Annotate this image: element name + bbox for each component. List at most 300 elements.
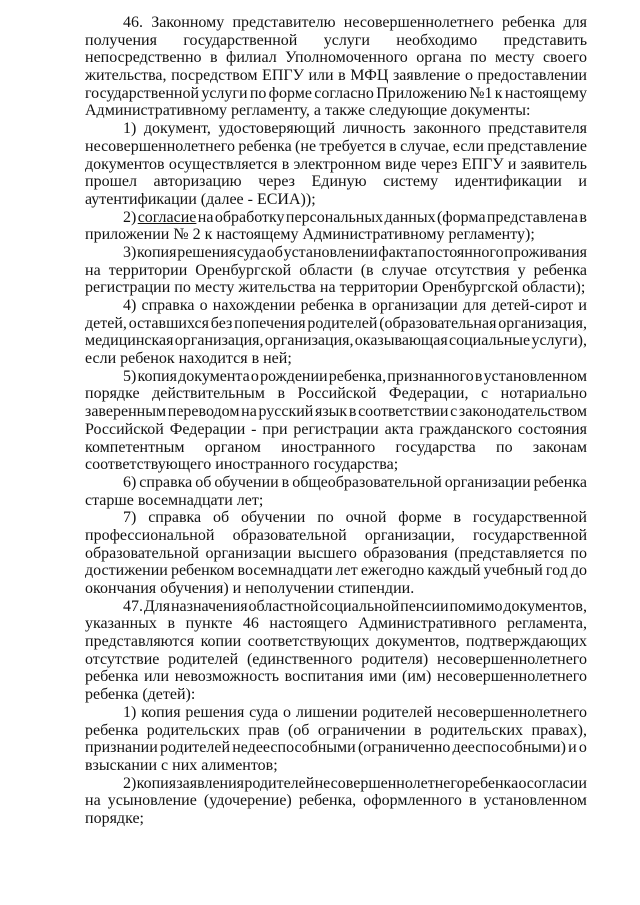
word: медицинская <box>85 332 174 350</box>
word: подтверждающих <box>466 633 587 651</box>
word: решения <box>177 243 237 261</box>
text-line <box>85 651 587 669</box>
word: на <box>85 792 101 810</box>
word: оказывающая <box>354 332 448 350</box>
word: государственной <box>472 509 587 527</box>
text-line <box>85 598 587 616</box>
word: по <box>570 544 587 562</box>
word: об <box>266 243 283 261</box>
word: оформленного <box>363 792 462 810</box>
word: ребенка <box>533 261 587 279</box>
word: посредством <box>171 67 258 85</box>
word: в <box>359 297 367 314</box>
word: невозможность <box>174 668 280 686</box>
word: форме <box>268 84 313 102</box>
word: попечения <box>234 314 306 332</box>
word: в <box>453 509 462 527</box>
word: Российской <box>85 420 164 438</box>
word: персональных <box>285 208 384 226</box>
word: и <box>578 297 587 314</box>
word: достижении <box>85 562 168 580</box>
word: через <box>420 155 458 173</box>
word: несовершеннолетнего <box>437 703 587 721</box>
word: несовершеннолетнего <box>343 14 494 31</box>
text-line <box>85 49 587 67</box>
text-line <box>85 138 587 156</box>
word: с <box>450 403 458 421</box>
text-line: ребенка (детей): <box>85 686 196 704</box>
word: представить <box>503 31 587 49</box>
word: пенсии <box>400 597 449 615</box>
word: через <box>258 173 295 191</box>
word: требуется <box>319 137 386 155</box>
word: заявитель <box>520 155 587 173</box>
word: родителей <box>307 314 378 332</box>
word: отсутствия <box>434 261 510 279</box>
text-line <box>85 792 587 810</box>
word: ребенка, <box>328 367 387 385</box>
word: о <box>578 739 587 757</box>
word: согласно <box>314 84 374 102</box>
word: профессиональной <box>85 526 215 544</box>
word: копия <box>137 367 177 385</box>
word: законодательством <box>458 403 587 421</box>
word: ребенка <box>464 774 519 792</box>
word: организация, <box>264 332 354 350</box>
word: ими <box>369 668 397 686</box>
word: об <box>195 473 212 491</box>
word: территории <box>108 261 188 279</box>
text-line: приложении № 2 к настоящему Административному регламенту); <box>85 226 535 244</box>
word: организации <box>371 297 458 314</box>
word: в <box>277 385 285 403</box>
word: 1) <box>123 703 137 721</box>
word: родительских <box>429 721 524 739</box>
word: в <box>338 67 346 85</box>
word: документов, <box>375 633 460 651</box>
word: ребенка, <box>298 792 357 810</box>
text-line <box>85 668 587 686</box>
text-line <box>85 527 587 545</box>
word: язык <box>315 403 348 421</box>
text-line <box>85 14 587 32</box>
text-line <box>85 120 587 138</box>
word: компетентным <box>85 438 185 456</box>
word: услуги <box>201 84 248 102</box>
word: согласии <box>526 774 587 792</box>
word: недееспособными <box>232 739 356 757</box>
word: (удочерение) <box>203 792 292 810</box>
word: в <box>389 137 397 155</box>
word: справка <box>148 509 202 527</box>
word: в <box>167 615 176 633</box>
word: органом <box>204 438 261 456</box>
word: каждый <box>427 562 481 580</box>
word: родителей <box>362 703 433 721</box>
word: согласие <box>137 208 197 226</box>
text-line <box>85 173 587 191</box>
word: по <box>317 509 334 527</box>
word: организации <box>444 473 531 491</box>
word: дееспособными) <box>452 739 566 757</box>
word: прав <box>248 721 280 739</box>
word: детей-сирот <box>491 297 574 314</box>
text-line: окончания обучения) и неполучении стипендии. <box>85 580 415 597</box>
text-line <box>85 509 587 527</box>
word: правах), <box>531 721 587 739</box>
word: услуги <box>323 31 370 49</box>
word: 7) <box>123 509 137 527</box>
word: Оренбургской <box>195 261 292 279</box>
word: (не <box>295 137 317 155</box>
word: государства <box>395 438 476 456</box>
word: состояния <box>518 420 587 438</box>
text-line <box>85 615 587 633</box>
word: (в <box>360 261 374 279</box>
word: документов <box>85 155 165 173</box>
word: настоящего <box>269 615 348 633</box>
word: копия <box>137 243 177 261</box>
word: по <box>249 84 267 102</box>
word: идентификации <box>454 173 562 191</box>
text-line <box>85 262 587 280</box>
word: усыновление <box>107 792 197 810</box>
word: в <box>281 155 290 173</box>
word: областной <box>248 597 319 615</box>
word: представителя <box>488 120 587 138</box>
word: личность <box>342 120 406 138</box>
text-line <box>85 209 587 227</box>
word: без <box>210 314 233 332</box>
word: в <box>468 792 477 810</box>
word: ребенка <box>501 14 556 31</box>
word: в <box>413 721 422 739</box>
word: удостоверяющий <box>218 120 336 138</box>
text-line <box>85 32 587 50</box>
word: если <box>452 137 484 155</box>
word: 2) <box>123 208 137 226</box>
word: общеобразовательной <box>292 473 442 491</box>
word: регламента, <box>506 615 587 633</box>
word: признании <box>85 739 158 757</box>
word: виде <box>385 155 417 173</box>
word: непосредственно <box>85 49 202 67</box>
word: Законному <box>151 14 225 31</box>
word: ребенка <box>300 297 354 314</box>
word: государственной <box>183 31 298 49</box>
word: систему <box>383 173 439 191</box>
word: 1) <box>123 120 137 138</box>
word: признанного <box>387 367 474 385</box>
word: установлении <box>283 243 378 261</box>
word: родителей <box>244 774 315 792</box>
word: лишении <box>295 703 358 721</box>
word: родителя) <box>361 650 429 668</box>
word: случае, <box>400 137 450 155</box>
word: необходимо <box>396 31 478 49</box>
word: (единственного <box>246 650 353 668</box>
word: регистрации <box>293 420 379 438</box>
word: и <box>578 173 587 191</box>
word: обучении <box>214 473 279 491</box>
word: Российской <box>297 385 377 403</box>
word: суда <box>236 243 267 261</box>
word: осуществляется <box>168 155 278 173</box>
word: акта <box>384 420 414 438</box>
text-line <box>85 439 587 457</box>
word: для <box>563 14 587 31</box>
word: нахождении <box>212 297 296 314</box>
word: копии <box>200 633 242 651</box>
text-line <box>85 562 587 580</box>
text-line: Административному регламенту, а также следующие документы: <box>85 102 531 120</box>
word: области <box>299 261 353 279</box>
word: на <box>197 208 214 226</box>
word: предоставлении <box>477 67 587 85</box>
word: государственной <box>472 526 587 544</box>
word: назначения <box>170 597 248 615</box>
text-line <box>85 368 587 386</box>
word: родительских <box>146 721 240 739</box>
word: лет <box>335 562 358 580</box>
word: высшего <box>297 544 357 562</box>
word: Приложению <box>376 84 467 102</box>
word: соответствующих <box>247 633 370 651</box>
word: Уполномоченного <box>285 49 408 67</box>
text-line: взыскании с них алиментов; <box>85 756 278 774</box>
word: отсутствие <box>85 650 160 668</box>
word: гражданского <box>419 420 513 438</box>
word: постоянного <box>418 243 504 261</box>
word: переводом <box>167 403 240 421</box>
word: год <box>545 562 568 580</box>
word: и <box>507 155 517 173</box>
word: - <box>251 420 257 438</box>
word: в <box>209 49 218 67</box>
word: ребенка <box>533 473 587 491</box>
word: обработку <box>214 208 285 226</box>
word: несовершеннолетнего <box>437 650 587 668</box>
text-line <box>85 704 587 722</box>
text-line <box>85 67 587 85</box>
word: родителей <box>168 650 239 668</box>
word: документа <box>178 367 250 385</box>
word: представителю <box>232 14 336 31</box>
word: о <box>518 774 527 792</box>
text-line <box>85 775 587 793</box>
word: 47. <box>123 597 143 615</box>
text-line <box>85 156 587 174</box>
text-line <box>85 421 587 439</box>
word: (образовательная <box>379 314 497 332</box>
word: Федерации <box>169 420 246 438</box>
word: органа <box>416 49 462 67</box>
word: при <box>262 420 288 438</box>
word: несовершеннолетнего <box>85 137 235 155</box>
word: 3) <box>123 243 137 261</box>
word: до <box>570 562 587 580</box>
word: (об <box>287 721 310 739</box>
word: 6) <box>123 473 137 491</box>
word: в <box>348 403 357 421</box>
word: нотариально <box>500 385 587 403</box>
text-line <box>85 545 587 563</box>
text-line: соответствующего иностранного государства; <box>85 456 399 474</box>
word: ребенка <box>238 137 292 155</box>
text-line <box>85 385 587 403</box>
word: установленном <box>483 792 587 810</box>
word: у <box>517 261 526 279</box>
word: ребенком <box>170 562 235 580</box>
word: несовершеннолетнего <box>436 668 587 686</box>
word: форме <box>398 509 442 527</box>
text-line: старше восемнадцати лет; <box>85 491 264 509</box>
text-line <box>85 722 587 740</box>
text-line <box>85 739 587 757</box>
word: 46. <box>123 14 143 31</box>
word: и <box>568 739 577 757</box>
word: заявления <box>176 774 245 792</box>
text-line: аутентификации (далее - ЕСИА)); <box>85 190 316 208</box>
text-line: если ребенок находится в ней; <box>85 350 292 368</box>
word: ребенка <box>85 668 139 686</box>
word: (форма <box>436 208 486 226</box>
word: ограничении <box>317 721 406 739</box>
word: или <box>143 668 170 686</box>
word: помимо <box>449 597 503 615</box>
word: копия <box>136 774 177 792</box>
word: на <box>85 261 101 279</box>
text-line <box>85 244 587 262</box>
word: получения <box>85 31 157 49</box>
word: государственной <box>85 84 200 102</box>
word: оставшихся <box>128 314 209 332</box>
word: ребенка <box>85 721 139 739</box>
word: образовательной <box>85 544 199 562</box>
word: авторизацию <box>153 173 242 191</box>
word: социальной <box>319 597 400 615</box>
word: по <box>496 438 513 456</box>
word: в <box>281 473 290 491</box>
word: Административного <box>358 615 497 633</box>
word: решения <box>185 703 245 721</box>
word: заверенным <box>85 403 167 421</box>
word: представлена <box>486 208 578 226</box>
word: родителей <box>160 739 230 757</box>
word: организации <box>205 544 292 562</box>
word: организация, <box>498 314 587 332</box>
word: пункте <box>185 615 233 633</box>
word: суда <box>249 703 279 721</box>
word: очной <box>345 509 387 527</box>
word: на <box>241 403 257 421</box>
word: русский <box>258 403 314 421</box>
word: (представляется <box>454 544 564 562</box>
word: законам <box>532 438 587 456</box>
word: о <box>283 703 292 721</box>
word: 5) <box>123 367 137 385</box>
word: 4) <box>123 297 137 314</box>
word: данных <box>384 208 436 226</box>
word: документ, <box>143 120 211 138</box>
word: в <box>579 208 587 226</box>
word: 2) <box>123 774 137 792</box>
word: представление <box>487 137 587 155</box>
word: ЕПГУ <box>461 155 504 173</box>
word: рождении <box>260 367 328 385</box>
word: Единую <box>311 173 367 191</box>
word: Федерации, <box>388 385 469 403</box>
word: Для <box>143 597 171 615</box>
word: заявление <box>392 67 461 85</box>
word: соответствии <box>358 403 449 421</box>
word: (им) <box>402 668 432 686</box>
word: организации, <box>364 526 455 544</box>
word: ЕПГУ <box>262 67 304 85</box>
word: справка <box>139 473 193 491</box>
word: в <box>474 367 483 385</box>
word: обучении <box>241 509 306 527</box>
word: детей, <box>85 314 127 332</box>
word: или <box>308 67 334 85</box>
word: случае <box>381 261 427 279</box>
text-line <box>85 85 587 103</box>
word: восемнадцати <box>237 562 333 580</box>
text-line: порядке; <box>85 809 144 827</box>
word: 46 <box>242 615 259 633</box>
word: о <box>199 297 208 314</box>
document-body <box>85 14 587 828</box>
word: прошел <box>85 173 137 191</box>
word: об <box>213 509 230 527</box>
word: филиал <box>225 49 277 67</box>
text-line <box>85 633 587 651</box>
word: с <box>481 385 489 403</box>
word: социальные <box>448 332 531 350</box>
word: своего <box>542 49 587 67</box>
word: месту <box>495 49 535 67</box>
word: иностранного <box>281 438 376 456</box>
word: документов, <box>503 597 587 615</box>
word: №1 <box>469 84 493 102</box>
word: несовершеннолетнего <box>314 774 465 792</box>
word: о <box>250 367 259 385</box>
word: установленном <box>483 367 587 385</box>
word: ежегодно <box>360 562 425 580</box>
word: справка <box>141 297 195 314</box>
word: МФЦ <box>350 67 389 85</box>
word: к <box>494 84 503 102</box>
word: о <box>464 67 473 85</box>
word: электронном <box>293 155 381 173</box>
text-line <box>85 474 587 492</box>
word: организация, <box>174 332 264 350</box>
word: по <box>470 49 487 67</box>
word: представляются <box>85 633 195 651</box>
word: факта <box>378 243 418 261</box>
word: услуги), <box>531 332 587 350</box>
word: копия <box>141 703 181 721</box>
word: учебный <box>483 562 543 580</box>
text-line <box>85 315 587 333</box>
word: проживания <box>504 243 587 261</box>
word: порядке <box>85 385 140 403</box>
word: образовательной <box>232 526 347 544</box>
word: действительным <box>152 385 265 403</box>
text-line <box>85 332 587 350</box>
word: для <box>462 297 487 314</box>
word: (ограниченно <box>357 739 451 757</box>
